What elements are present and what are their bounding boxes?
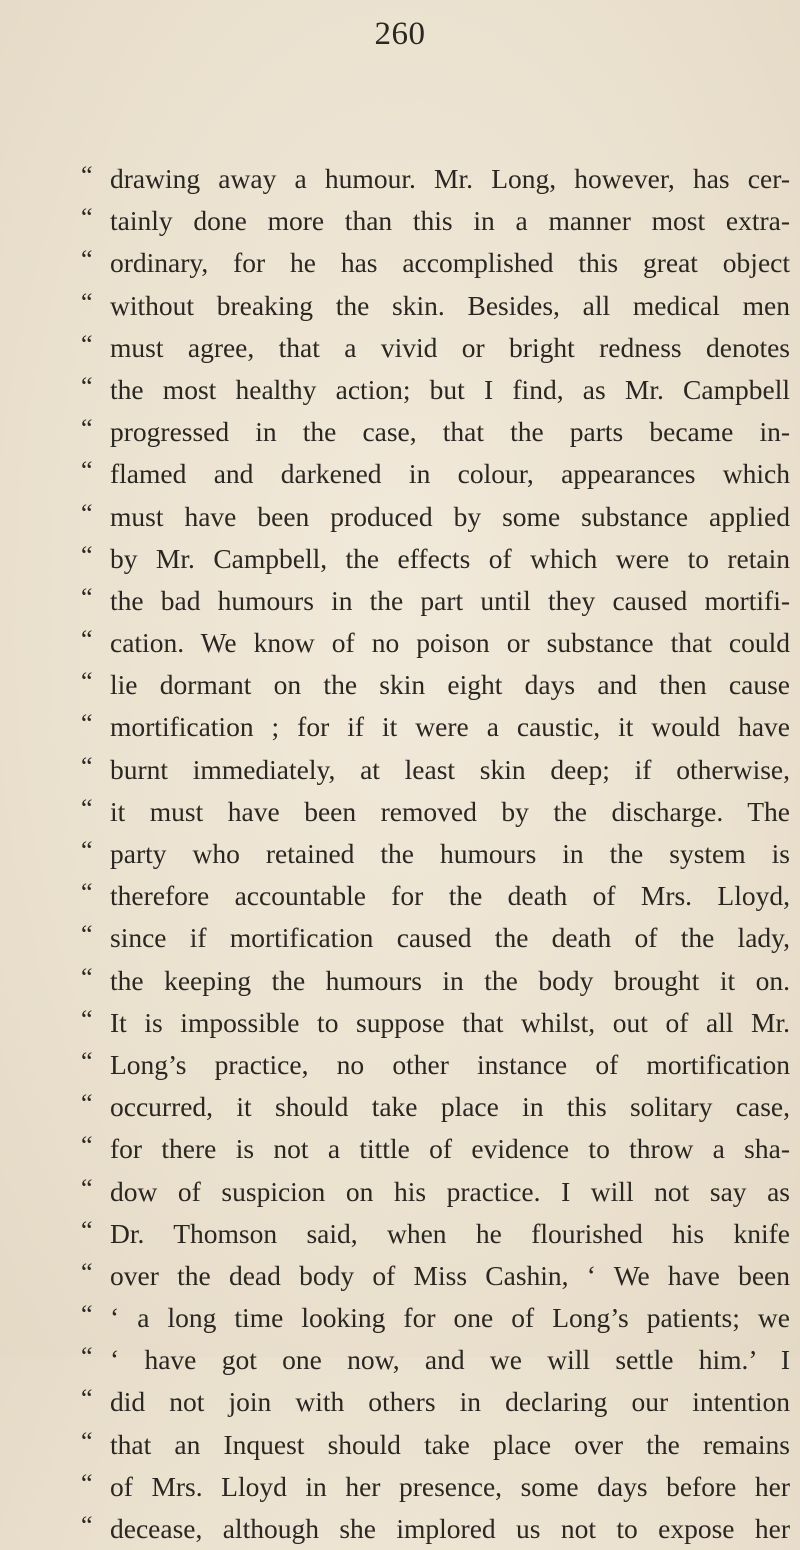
quote-mark: “	[81, 962, 92, 992]
text-line	[81, 1381, 790, 1423]
line-text: ‘ have got one now, and we will settle him.’ I	[110, 1344, 790, 1376]
quote-mark: “	[81, 414, 92, 444]
line-text: the most healthy action; but I find, as Mr. Campbell	[110, 373, 790, 405]
text-line	[81, 327, 790, 369]
text-line	[81, 242, 790, 284]
line-text: of Mrs. Lloyd in her presence, some days before her	[110, 1470, 790, 1502]
line-text: cation. We know of no poison or substance that could	[110, 627, 790, 659]
quote-mark: “	[81, 793, 92, 823]
line-text: that an Inquest should take place over the remains	[110, 1428, 790, 1460]
line-text: Long’s practice, no other instance of mortification	[110, 1048, 790, 1080]
line-text: it must have been removed by the discharge. The	[110, 795, 790, 827]
line-text: ‘ a long time looking for one of Long’s patients; we	[110, 1302, 790, 1334]
line-text: decease, although she implored us not to expose her	[110, 1513, 790, 1544]
line-text: dow of suspicion on his practice. I will not say as	[110, 1175, 790, 1207]
quote-mark: “	[81, 498, 92, 528]
text-line	[81, 1466, 790, 1508]
quote-mark: “	[81, 920, 92, 950]
page-number: 260	[374, 16, 426, 52]
text-line	[81, 749, 790, 791]
quote-mark: “	[81, 1004, 92, 1034]
text-line	[81, 1171, 790, 1213]
line-text: It is impossible to suppose that whilst, out of all Mr.	[110, 1006, 790, 1038]
quote-mark: “	[81, 667, 92, 697]
text-line	[81, 1086, 790, 1128]
quote-mark: “	[81, 1046, 92, 1076]
text-line	[81, 1044, 790, 1086]
quote-mark: “	[81, 1215, 92, 1245]
line-text: must have been produced by some substance applied	[110, 500, 790, 532]
line-text: progressed in the case, that the parts became in-	[110, 416, 790, 448]
line-text: therefore accountable for the death of Mrs. Lloyd,	[110, 880, 790, 912]
quote-mark: “	[81, 287, 92, 317]
quote-mark: “	[81, 709, 92, 739]
line-text: for there is not a tittle of evidence to throw a sha-	[110, 1133, 790, 1165]
quote-mark: “	[81, 1173, 92, 1203]
text-line	[81, 706, 790, 748]
text-line	[81, 200, 790, 242]
text-line	[81, 1424, 790, 1466]
text-line	[81, 960, 790, 1002]
quote-mark: “	[81, 751, 92, 781]
body-text	[81, 158, 790, 1550]
quote-mark: “	[81, 1300, 92, 1330]
quote-mark: “	[81, 161, 92, 190]
line-text: lie dormant on the skin eight days and then cause	[110, 669, 790, 701]
line-text: mortification ; for if it were a caustic, it would have	[110, 711, 790, 743]
text-line	[81, 664, 790, 706]
line-text: did not join with others in declaring our intention	[110, 1386, 790, 1418]
line-text: by Mr. Campbell, the effects of which were to retain	[110, 542, 790, 574]
quote-mark: “	[81, 371, 92, 401]
text-line	[81, 496, 790, 538]
text-line	[81, 1213, 790, 1255]
text-line	[81, 791, 790, 833]
text-line	[81, 1255, 790, 1297]
quote-mark: “	[81, 1384, 92, 1414]
quote-mark: “	[81, 456, 92, 486]
line-text: drawing away a humour. Mr. Long, however, has cer-	[110, 163, 790, 194]
line-text: must agree, that a vivid or bright redness denotes	[110, 331, 790, 363]
quote-mark: “	[81, 1089, 92, 1119]
quote-mark: “	[81, 878, 92, 908]
line-text: ordinary, for he has accomplished this great object	[110, 247, 790, 279]
quote-mark: “	[81, 1342, 92, 1372]
quote-mark: “	[81, 1468, 92, 1498]
quote-mark: “	[81, 1257, 92, 1287]
quote-mark: “	[81, 203, 92, 233]
text-line	[81, 369, 790, 411]
line-text: burnt immediately, at least skin deep; if otherwise,	[110, 753, 790, 785]
line-text: the bad humours in the part until they caused mortifi-	[110, 584, 790, 616]
text-line	[81, 1508, 790, 1550]
text-line	[81, 1339, 790, 1381]
text-line	[81, 411, 790, 453]
text-line	[81, 580, 790, 622]
text-line	[81, 1128, 790, 1170]
quote-mark: “	[81, 836, 92, 865]
quote-mark: “	[81, 245, 92, 275]
text-line	[81, 833, 790, 875]
quote-mark: “	[81, 329, 92, 359]
line-text: since if mortification caused the death of the lady,	[110, 922, 790, 954]
quote-mark: “	[81, 1511, 92, 1540]
line-text: the keeping the humours in the body brought it on.	[110, 964, 790, 996]
quote-mark: “	[81, 1131, 92, 1161]
quote-mark: “	[81, 625, 92, 655]
text-line	[81, 875, 790, 917]
text-line	[81, 285, 790, 327]
quote-mark: “	[81, 582, 92, 612]
quote-mark: “	[81, 540, 92, 570]
line-text: flamed and darkened in colour, appearances which	[110, 458, 790, 490]
line-text: Dr. Thomson said, when he flourished his knife	[110, 1217, 790, 1249]
text-line	[81, 917, 790, 959]
line-text: without breaking the skin. Besides, all medical men	[110, 289, 790, 321]
line-text: tainly done more than this in a manner most extra-	[110, 205, 790, 237]
text-line	[81, 1297, 790, 1339]
text-line	[81, 622, 790, 664]
line-text: over the dead body of Miss Cashin, ‘ We have been	[110, 1259, 790, 1291]
text-line	[81, 158, 790, 200]
text-line	[81, 538, 790, 580]
text-line	[81, 453, 790, 495]
line-text: occurred, it should take place in this solitary case,	[110, 1091, 790, 1123]
line-text: party who retained the humours in the system is	[110, 838, 790, 869]
quote-mark: “	[81, 1426, 92, 1456]
text-line	[81, 1002, 790, 1044]
